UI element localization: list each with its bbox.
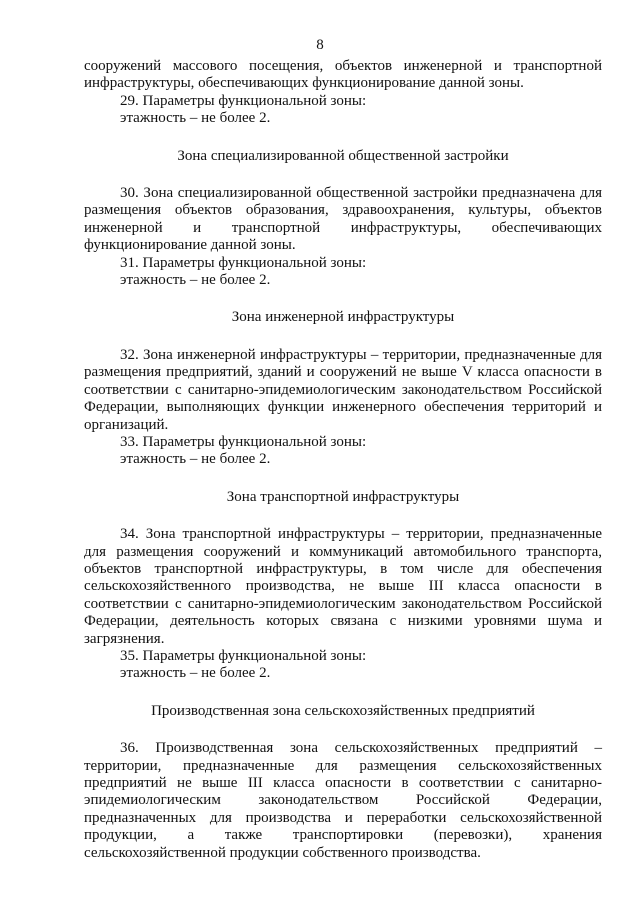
paragraph-36: 36. Производственная зона сельскохозяйственных предприятий – территории, предназначенные для размещения сельскохозяйственных предприятий не выше III класса опасности в соответствии с санитарно-эпидемиологическим законодательством Российской Федерации, предназначенных для производства и переработки сельскохозяйственной продукции, а также транспортировки (перевозки), хранения сельскохозяйственной продукции собственного производства. — [84, 740, 602, 861]
paragraph-intro: сооружений массового посещения, объектов инженерной и транспортной инфраструктуры, обеспечивающих функционирование данной зоны. — [84, 58, 602, 92]
paragraph-30: 30. Зона специализированной общественной застройки предназначена для размещения объектов образования, здравоохранения, культуры, объектов инженерной и транспортной инфраструктуры, обеспечивающих функционирование данной зоны. — [84, 185, 602, 254]
paragraph-29: 29. Параметры функциональной зоны: — [120, 92, 367, 109]
heading-transport-zone: Зона транспортной инфраструктуры — [226, 488, 460, 505]
heading-agricultural-zone: Производственная зона сельскохозяйственных предприятий — [151, 702, 535, 719]
heading-special-public-zone: Зона специализированной общественной застройки — [177, 147, 509, 164]
heading-engineering-zone: Зона инженерной инфраструктуры — [231, 309, 455, 326]
document-body — [84, 58, 602, 862]
paragraph-31: 31. Параметры функциональной зоны: — [120, 254, 367, 271]
page-number: 8 — [316, 37, 324, 53]
paragraph-35-floors: этажность – не более 2. — [120, 665, 271, 682]
paragraph-33-floors: этажность – не более 2. — [120, 451, 271, 468]
paragraph-29-floors: этажность – не более 2. — [120, 110, 271, 127]
paragraph-33: 33. Параметры функциональной зоны: — [120, 433, 367, 450]
paragraph-31-floors: этажность – не более 2. — [120, 272, 271, 289]
paragraph-34: 34. Зона транспортной инфраструктуры – территории, предназначенные для размещения сооружений и коммуникаций автомобильного транспорта, объектов транспортной инфраструктуры, в том числе для обеспечения сельскохозяйственного производства, не выше III класса опасности в соответствии с санитарно-эпидемиологическим законодательством Российской Федерации, деятельность которых связана с низкими уровнями шума и загрязнения. — [84, 526, 602, 647]
paragraph-35: 35. Параметры функциональной зоны: — [120, 647, 367, 664]
paragraph-32: 32. Зона инженерной инфраструктуры – территории, предназначенные для размещения предприятий, зданий и сооружений не выше V класса опасности в соответствии с санитарно-эпидемиологическим законодательством Российской Федерации, выполняющих функции инженерного обеспечения территорий и организаций. — [84, 346, 602, 433]
